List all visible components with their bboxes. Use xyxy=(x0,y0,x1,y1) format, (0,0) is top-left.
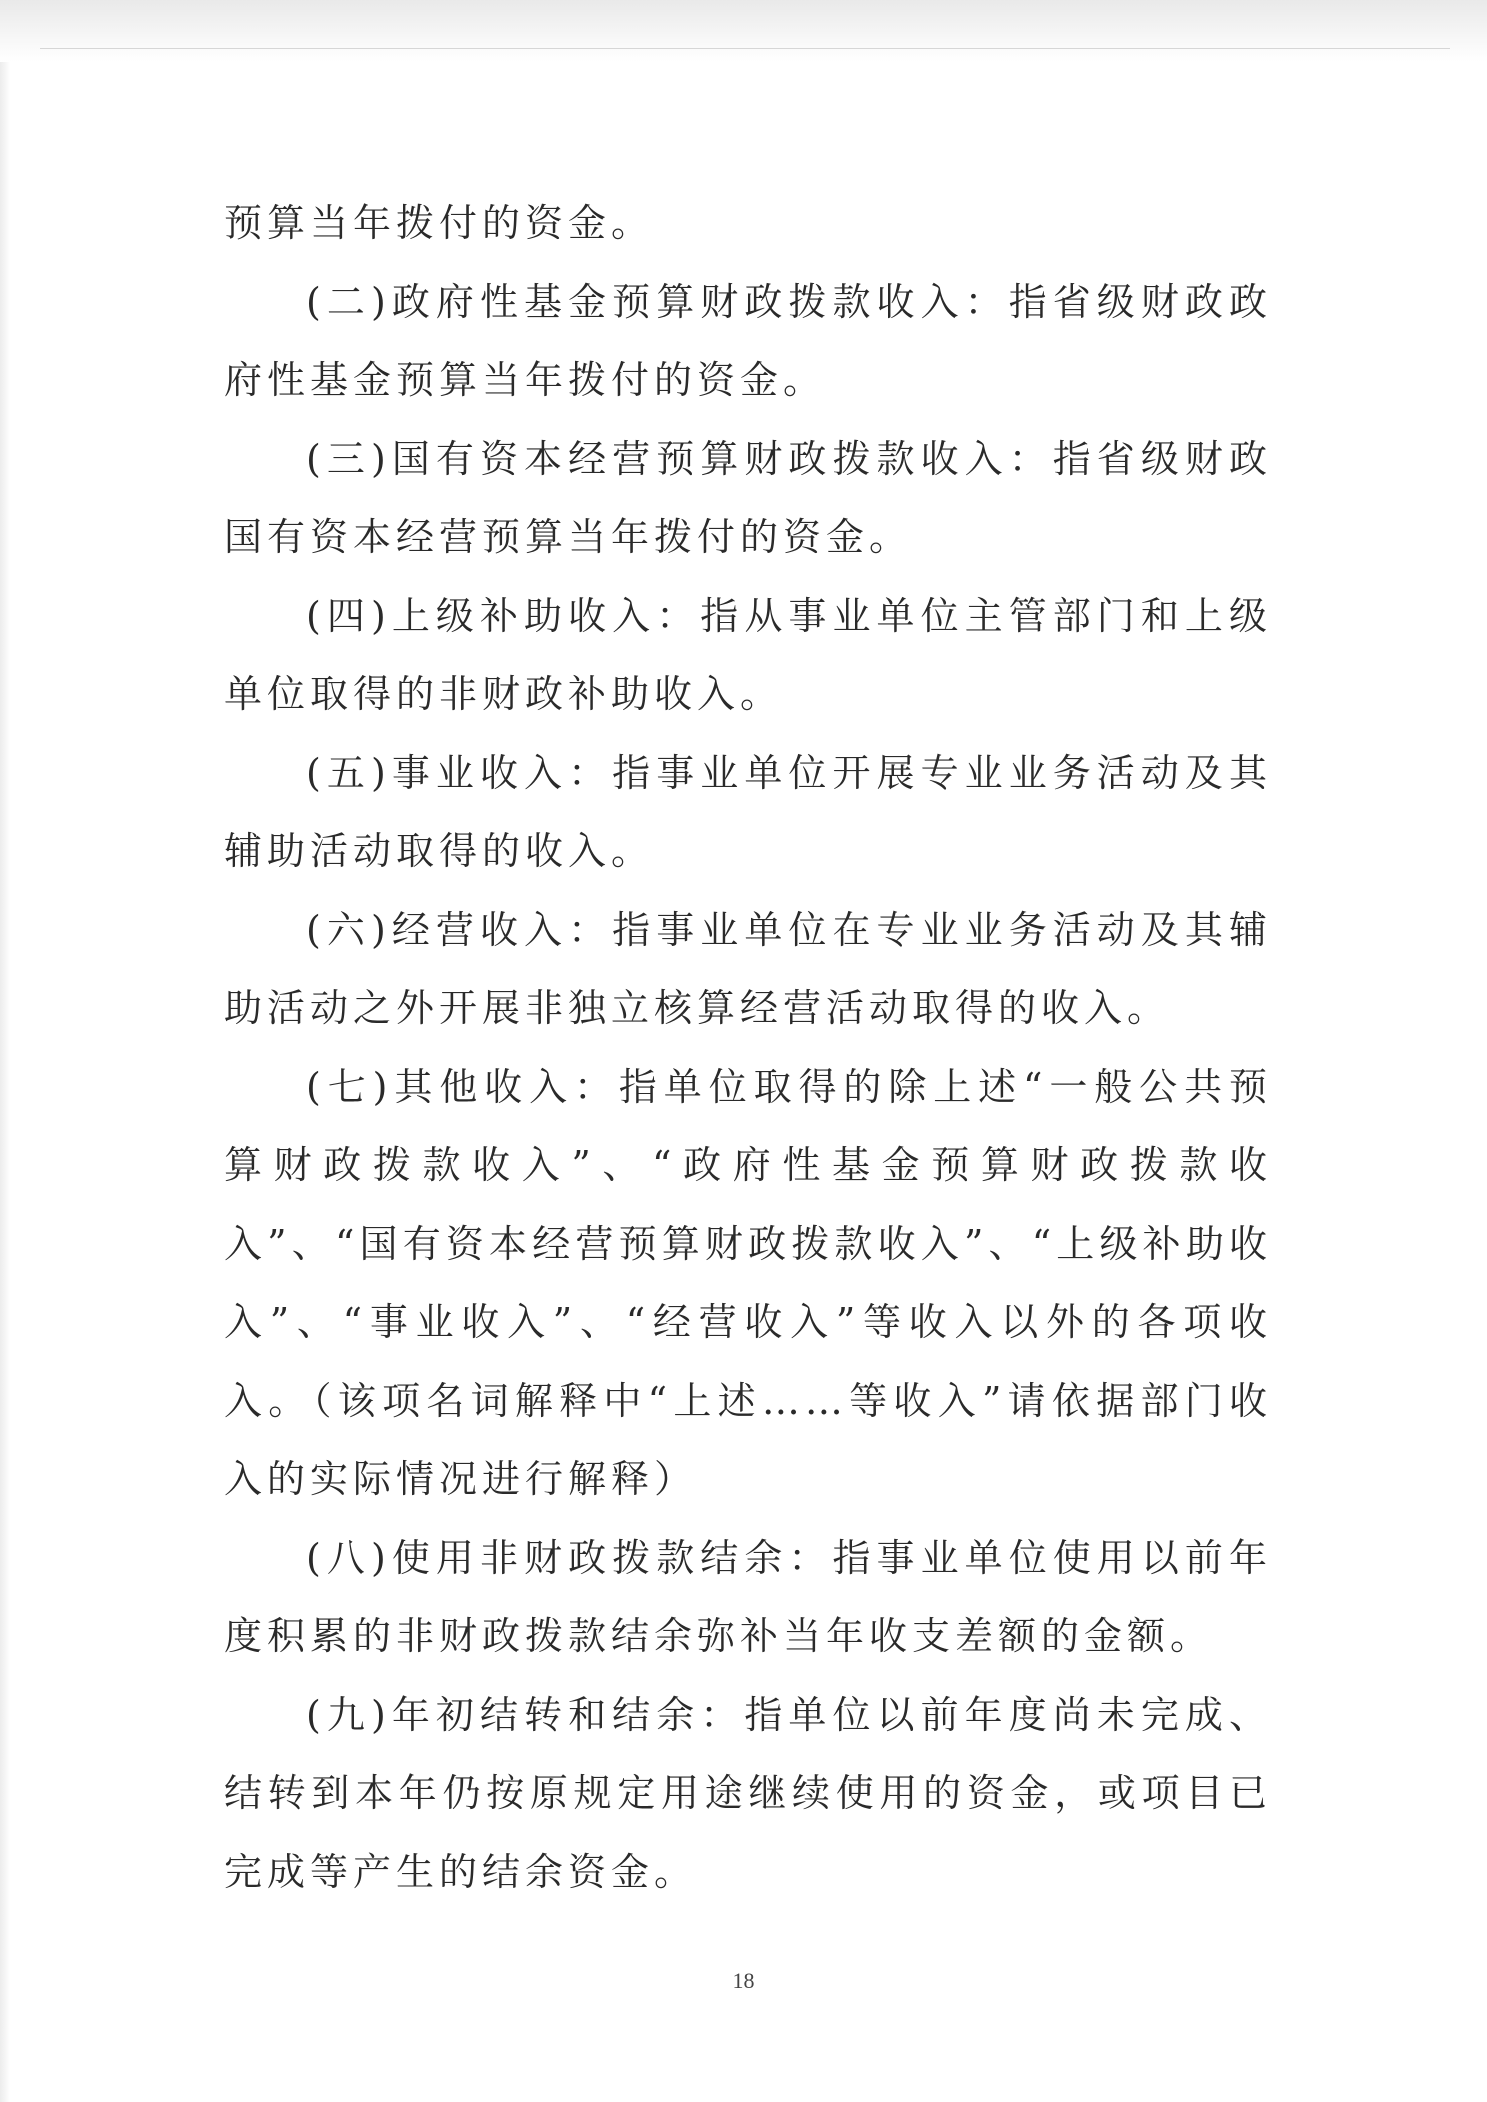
scan-left-edge xyxy=(0,62,10,2102)
document-body xyxy=(224,184,1272,1911)
page-number: 18 xyxy=(732,1968,755,1993)
paragraph-other-income: (七)其他收入：指单位取得的除上述“一般公共预算财政拨款收入”、“政府性基金预算财政拨款收入”、“国有资本经营预算财政拨款收入”、“上级补助收入”、“事业收入”、“经营收入”等收入以外的各项收入。（该项名词解释中“上述……等收入”请依据部门收入的实际情况进行解释） xyxy=(224,1064,1272,1501)
scan-top-edge xyxy=(0,0,1487,62)
paragraph-superior-subsidy-income: (四)上级补助收入：指从事业单位主管部门和上级单位取得的非财政补助收入。 xyxy=(224,593,1272,716)
paragraph-operating-income: (六)经营收入：指事业单位在专业业务活动及其辅助活动之外开展非独立核算经营活动取得的收入。 xyxy=(224,907,1272,1030)
paragraph-non-fiscal-balance: (八)使用非财政拨款结余：指事业单位使用以前年度积累的非财政拨款结余弥补当年收支差额的金额。 xyxy=(224,1535,1272,1658)
paragraph-government-fund-income: (二)政府性基金预算财政拨款收入：指省级财政政府性基金预算当年拨付的资金。 xyxy=(224,279,1272,402)
scan-edge-line xyxy=(40,48,1450,49)
paragraph-continuation: 预算当年拨付的资金。 xyxy=(224,201,655,245)
paragraph-business-income: (五)事业收入：指事业单位开展专业业务活动及其辅助活动取得的收入。 xyxy=(224,750,1272,873)
paragraph-state-capital-income: (三)国有资本经营预算财政拨款收入：指省级财政国有资本经营预算当年拨付的资金。 xyxy=(224,436,1272,559)
paragraph-carryover-balance: (九)年初结转和结余：指单位以前年度尚未完成、结转到本年仍按原规定用途继续使用的资金，或项目已完成等产生的结余资金。 xyxy=(224,1692,1272,1894)
